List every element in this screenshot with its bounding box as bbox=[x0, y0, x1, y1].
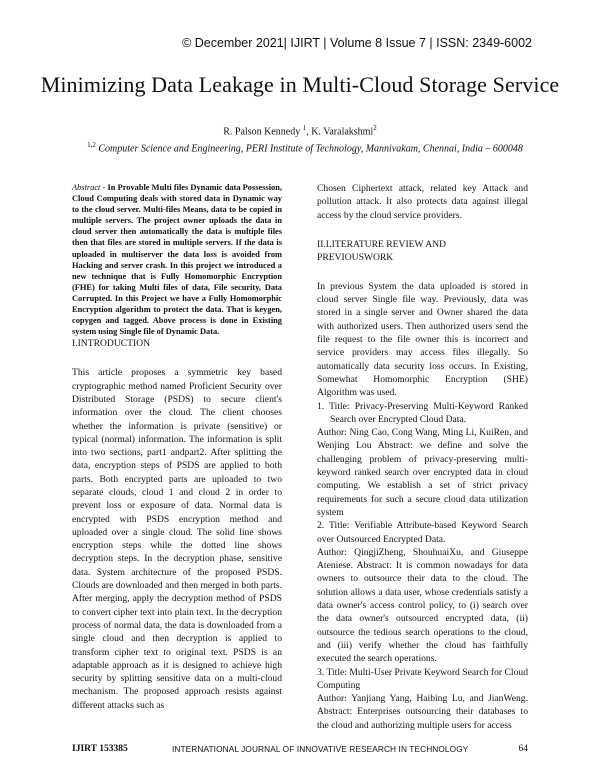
page-footer bbox=[72, 744, 528, 758]
journal-header: © December 2021| IJIRT | Volume 8 Issue 7 | ISSN: 2349-6002 bbox=[182, 36, 532, 50]
right-column bbox=[317, 182, 528, 732]
literature-heading-line2: PREVIOUSWORK bbox=[317, 251, 394, 263]
abstract-label: Abstract - bbox=[72, 183, 108, 192]
literature-paragraph: In previous System the data uploaded is stored in cloud server Single file way. Previously, data was stored in a single server and Owner shared the data with authorized users. Then authorized users send the file request to the file owner this is incorrect and service providers may access files illegally. So automatically data security loss occurs. In Existing, Somewhat Homomorphic Encryption (SHE) Algorithm was used. bbox=[317, 280, 528, 399]
footer-page-number: 64 bbox=[518, 744, 528, 754]
author-1: R. Palson Kennedy bbox=[223, 126, 301, 138]
intro-continued: Chosen Ciphertext attack, related key Attack and pollution attack. It also protects data against illegal access by the cloud service providers. bbox=[317, 183, 528, 221]
author-2-sup: 2 bbox=[373, 124, 377, 132]
reference-1-title: 1. Title: Privacy-Preserving Multi-Keyword Ranked Search over Encrypted Cloud Data. bbox=[317, 400, 528, 425]
affiliation-sup: 1,2 bbox=[87, 141, 96, 149]
affiliation-text: Computer Science and Engineering, PERI Institute of Technology, Mannivakam, Chennai, India – 600048 bbox=[95, 143, 523, 155]
reference-2-title: 2. Title: Verifiable Attribute-based Keyword Search over Outsourced Encrypted Data. bbox=[317, 520, 528, 545]
author-1-sup: 1 bbox=[302, 124, 307, 132]
abstract bbox=[72, 182, 282, 337]
reference-3-title: 3. Title: Multi-User Private Keyword Search for Cloud Computing bbox=[317, 666, 528, 691]
footer-journal-name: INTERNATIONAL JOURNAL OF INNOVATIVE RESEARCH IN TECHNOLOGY bbox=[172, 744, 469, 754]
left-column bbox=[72, 182, 282, 712]
abstract-text: In Provable Multi files Dynamic data Possession, Cloud Computing deals with stored data in Dynamic way to the cloud server. Multi-files Means, data to be copied in multiple servers. The project owner uploads the data in cloud server then automatically the data is multiple files then that files are stored in multiple servers. If the data is uploaded in multiserver the data loss is avoided from Hacking and server crash. In this project we introduced a new technique that is Fully Homomorphic Encryption (FHE) for taking Multi files of data, File security, Data Corrupted. In this Project we have a Fully Homomorphic Encryption algorithm to protect the data. That is keygen, copygen and tagged. Above process is done in Existing system using Single file of Dynamic Data. bbox=[72, 183, 282, 337]
author-2: , K. Varalakshmi bbox=[306, 126, 374, 138]
paper-title: Minimizing Data Leakage in Multi-Cloud Storage Service bbox=[40, 72, 560, 97]
author-line bbox=[0, 124, 600, 137]
intro-heading: I.INTRODUCTION bbox=[72, 338, 151, 350]
reference-1-body: Author: Ning Cao, Cong Wang, Ming Li, KuiRen, and Wenjing Lou Abstract: we define and solve the challenging problem of privacy-preserving multi-keyword ranked search over encrypted data in cloud computing. We establish a set of strict privacy requirements for such a secure cloud data utilization system bbox=[317, 427, 528, 518]
reference-3-body: Author: Yanjiang Yang, Haibing Lu, and JianWeng. Abstract: Enterprises outsourcing their databases to the cloud and authorizing multiple users for access bbox=[317, 693, 528, 731]
affiliation bbox=[80, 138, 530, 156]
reference-2-body: Author: QingjiZheng, ShouhuaiXu, and Giuseppe Ateniese. Abstract: It is common nowadays for data owners to outsource their data to the cloud. The solution allows a data user, whose credentials satisfy a data owner's access control policy, to (i) search over the data owner's outsourced encrypted data, (ii) outsource the tedious search operations to the cloud, and (iii) verify whether the cloud has faithfully executed the search operations. bbox=[317, 546, 528, 665]
intro-paragraph: This article proposes a symmetric key based cryptographic method named Proficient Security over Distributed Storage (PSDS) to secure client's information over the cloud. The client chooses whether the information is private (sensitive) or typical (normal) information. The information is split into two sections, part1 andpart2. After splitting the data, encryption steps of PSDS are applied to both parts. Both encrypted parts are uploaded to two separate clouds, cloud 1 and cloud 2 in order to prevent loss or exposure of data. Normal data is encrypted with PSDS encryption method and uploaded over a single cloud. The solid line shows encryption steps while the dotted line shows decryption steps. In the decryption phase, sensitive data. System architecture of the proposed PSDS. Clouds are downloaded and then merged in both parts. After merging, apply the decryption method of PSDS to convert cipher text into plain text. In the decryption process of normal data, the data is downloaded from a single cloud and then decryption is applied to transform cipher text to original text. PSDS is an adaptable approach as it is designed to achieve high security by splitting sensitive data on a multi-cloud mechanism. The proposed approach resists against different attacks such as bbox=[72, 367, 282, 711]
footer-paper-id: IJIRT 153385 bbox=[72, 744, 128, 754]
literature-heading-line1: II.LITERATURE REVIEW AND bbox=[317, 238, 447, 250]
